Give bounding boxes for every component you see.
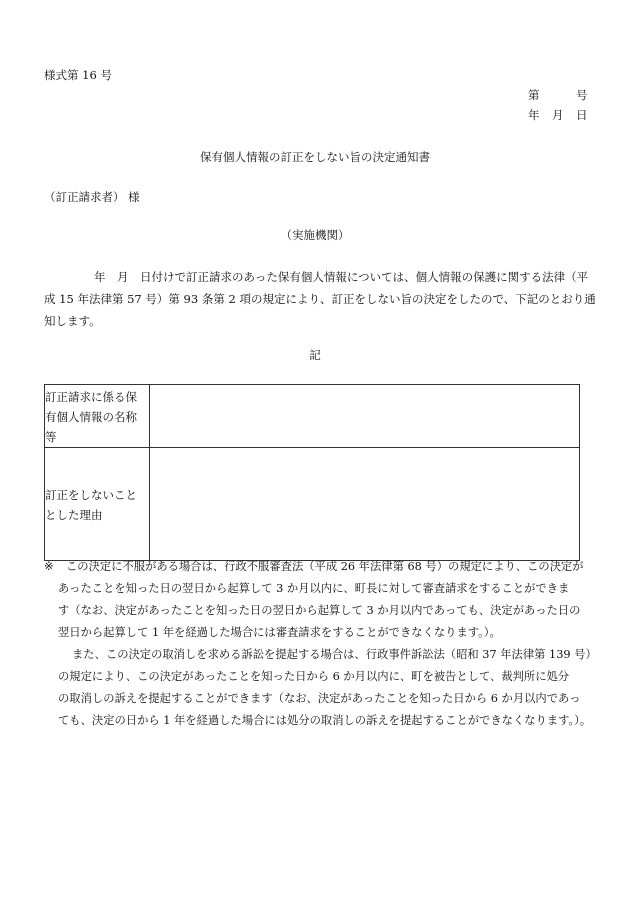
note-text: この決定に不服がある場合は、行政不服審査法（平成 26 年法律第 68 号）の規定により、この決定が xyxy=(66,560,584,573)
table-header-line: 有個人情報の名称 xyxy=(45,410,137,424)
table-header-cell xyxy=(45,448,150,561)
note-line xyxy=(44,556,596,578)
note-line: また、この決定の取消しを求める訴訟を提起する場合は、行政事件訴訟法（昭和 37 年法律第 139 号） xyxy=(72,648,597,661)
note-section xyxy=(44,556,596,732)
note-line: あったことを知った日の翌日から起算して 3 か月以内に、町長に対して審査請求をすることができま xyxy=(58,582,570,595)
table-header-line: 訂正をしないこと xyxy=(45,488,137,502)
note-line: ても、決定の日から 1 年を経過した場合には処分の取消しの訴えを提起することができなくなります。）。 xyxy=(58,714,592,727)
addressee: （訂正請求者） 様 xyxy=(44,190,140,204)
ki-heading: 記 xyxy=(309,348,321,362)
note-line: の規定により、この決定があったことを知った日から 6 か月以内に、町を被告として、裁判所に処分 xyxy=(58,670,570,683)
date-year: 年 xyxy=(528,108,540,122)
body-line: 成 15 年法律第 57 号）第 93 条第 2 項の規定により、訂正をしない旨の決定をしたので、下記のとおり通 xyxy=(44,292,596,306)
number-prefix: 第 xyxy=(528,88,540,102)
note-line: 翌日から起算して 1 年を経過した場合には審査請求をすることができなくなります。）。 xyxy=(58,626,501,639)
table-row xyxy=(45,448,580,561)
body-line: 知します。 xyxy=(44,314,101,328)
table-header-line: 等 xyxy=(45,430,57,444)
table-row xyxy=(45,385,580,448)
note-line: の取消しの訴えを提起することができます（なお、決定があったことを知った日から 6 か月以内であっ xyxy=(58,692,581,705)
number-suffix: 号 xyxy=(576,88,588,102)
note-line: す（なお、決定があったことを知った日の翌日から起算して 3 か月以内であっても、決定があった日の xyxy=(58,604,581,617)
table-header-cell xyxy=(45,385,150,448)
date-month: 月 xyxy=(552,108,564,122)
table-header-line: 訂正請求に係る保 xyxy=(45,390,137,404)
issuing-agency: （実施機関） xyxy=(280,228,350,242)
form-number: 様式第 16 号 xyxy=(44,68,112,82)
date-day: 日 xyxy=(576,108,588,122)
note-mark: ※ xyxy=(44,560,54,573)
body-line: 年 月 日付けで訂正請求のあった保有個人情報については、個人情報の保護に関する法律（平 xyxy=(94,270,589,284)
document-title: 保有個人情報の訂正をしない旨の決定通知書 xyxy=(200,150,430,164)
body-text xyxy=(44,266,596,332)
table-value-cell xyxy=(150,385,580,448)
table-value-cell xyxy=(150,448,580,561)
table-header-line: とした理由 xyxy=(45,508,103,522)
info-table xyxy=(44,384,580,561)
